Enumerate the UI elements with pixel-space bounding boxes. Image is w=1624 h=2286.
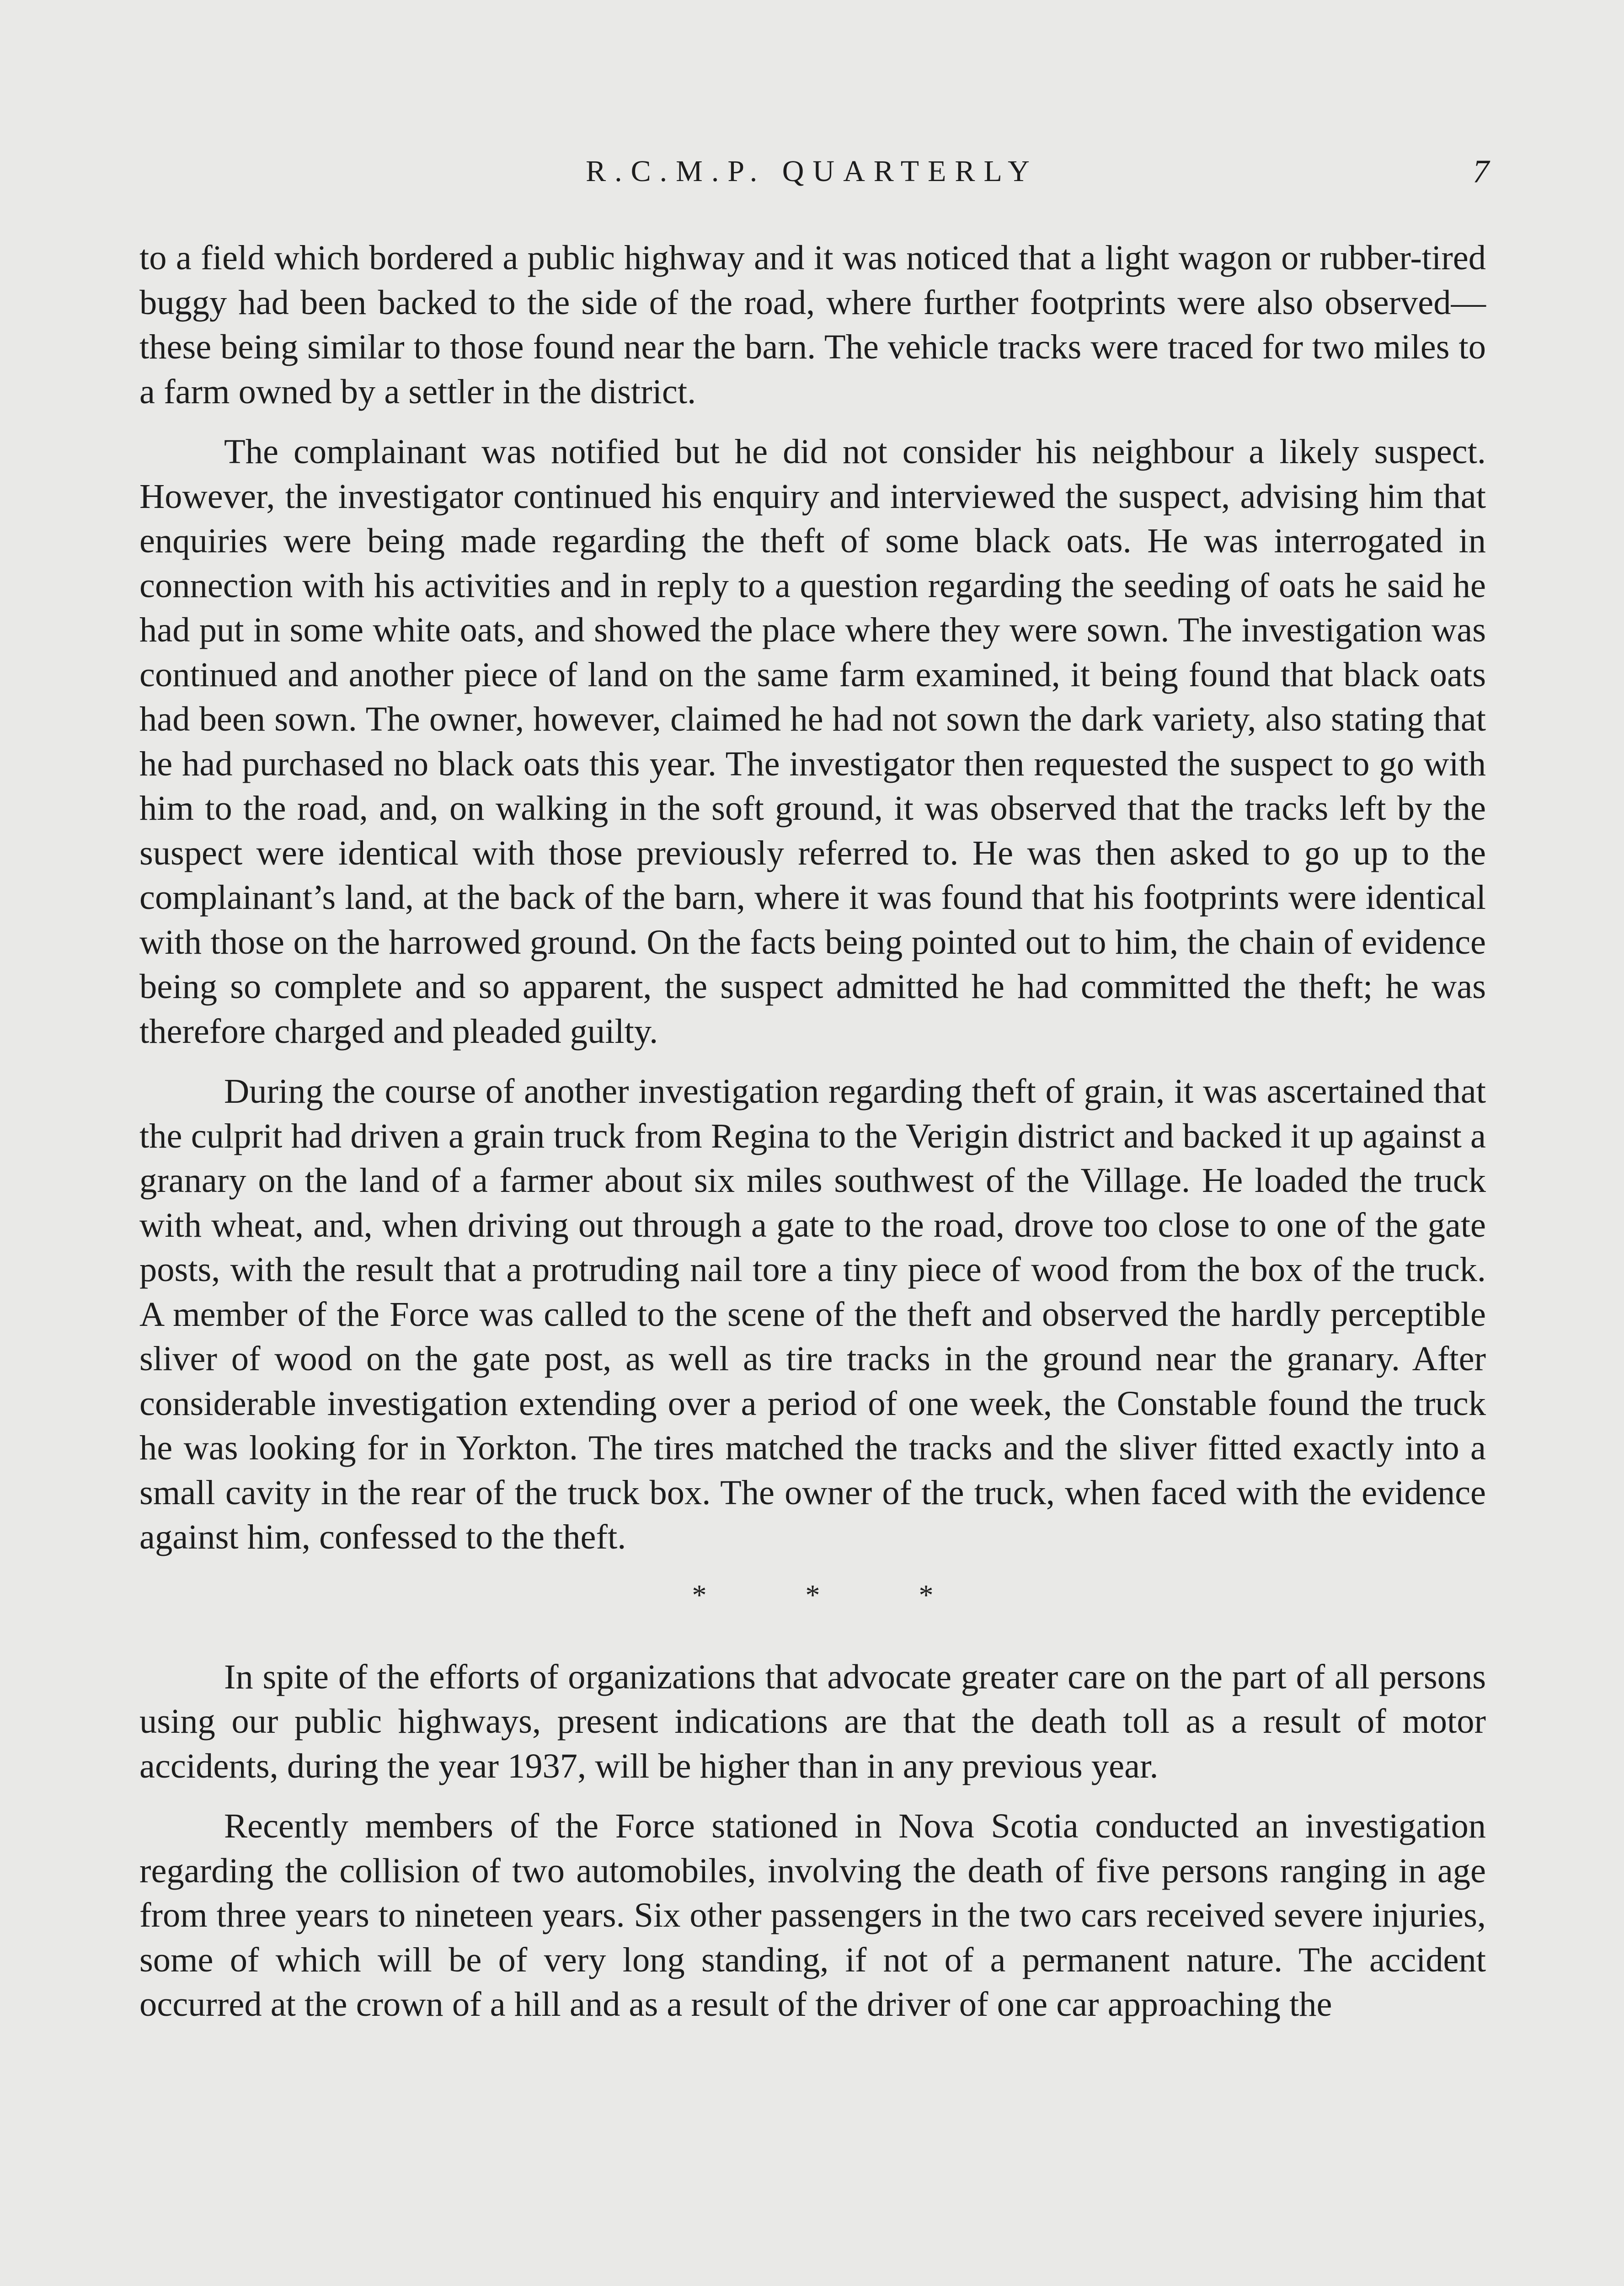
article-body [139, 235, 1486, 2042]
asterisk: * [692, 1578, 707, 1611]
paragraph: In spite of the efforts of organizations that advocate greater care on the part of all persons using our public highways, present indications are that the death toll as a result of motor accidents, during the year 1937, will be higher than in any previous year. [139, 1657, 1486, 1785]
paragraph: During the course of another investigation regarding theft of grain, it was ascertained that the culprit had driven a grain truck from Regina to the Verigin district and backed it up against a granary on the land of a farmer about six miles southwest of the Village. He loaded the truck with wheat, and, when driving out through a gate to the road, drove too close to one of the gate posts, with the result that a protruding nail tore a tiny piece of wood from the box of the truck. A member of the Force was called to the scene of the theft and observed the hardly perceptible sliver of wood on the gate post, as well as tire tracks in the ground near the granary. After considerable investigation extending over a period of one week, the Constable found the truck he was looking for in Yorkton. The tires matched the tracks and the sliver fitted exactly into a small cavity in the rear of the truck box. The owner of the truck, when faced with the evidence against him, confessed to the theft. [139, 1072, 1486, 1556]
asterisk: * [805, 1578, 820, 1611]
journal-title: R.C.M.P. QUARTERLY [586, 155, 1038, 188]
page-number: 7 [1473, 153, 1489, 190]
paragraph-continued: to a field which bordered a public highway and it was noticed that a light wagon or rubber-tired buggy had been backed to the side of the road, where further footprints were also observed—these being similar to those found near the barn. The vehicle tracks were traced for two miles to a farm owned by a settler in the district. [139, 238, 1486, 411]
section-separator [139, 1575, 1486, 1615]
running-head [0, 146, 1624, 197]
asterisk: * [919, 1578, 934, 1611]
paragraph: The complainant was notified but he did not consider his neighbour a likely suspect. However, the investigator continued his enquiry and interviewed the suspect, advising him that enquiries were being made regarding the theft of some black oats. He was interrogated in connection with his activities and in reply to a question regarding the seeding of oats he said he had put in some white oats, and showed the place where they were sown. The investigation was continued and another piece of land on the same farm examined, it being found that black oats had been sown. The owner, however, claimed he had not sown the dark variety, also stating that he had purchased no black oats this year. The investigator then requested the suspect to go with him to the road, and, on walking in the soft ground, it was observed that the tracks left by the suspect were identical with those previously referred to. He was then asked to go up to the complainant’s land, at the back of the barn, where it was found that his footprints were identical with those on the harrowed ground. On the facts being pointed out to him, the chain of evidence being so complete and so apparent, the suspect admitted he had committed the theft; he was therefore charged and pleaded guilty. [139, 432, 1486, 1051]
paragraph: Recently members of the Force stationed in Nova Scotia conducted an investigation regarding the collision of two automobiles, involving the death of five persons ranging in age from three years to nineteen years. Six other passengers in the two cars received severe injuries, some of which will be of very long standing, if not of a permanent nature. The accident occurred at the crown of a hill and as a result of the driver of one car approaching the [139, 1806, 1486, 2024]
